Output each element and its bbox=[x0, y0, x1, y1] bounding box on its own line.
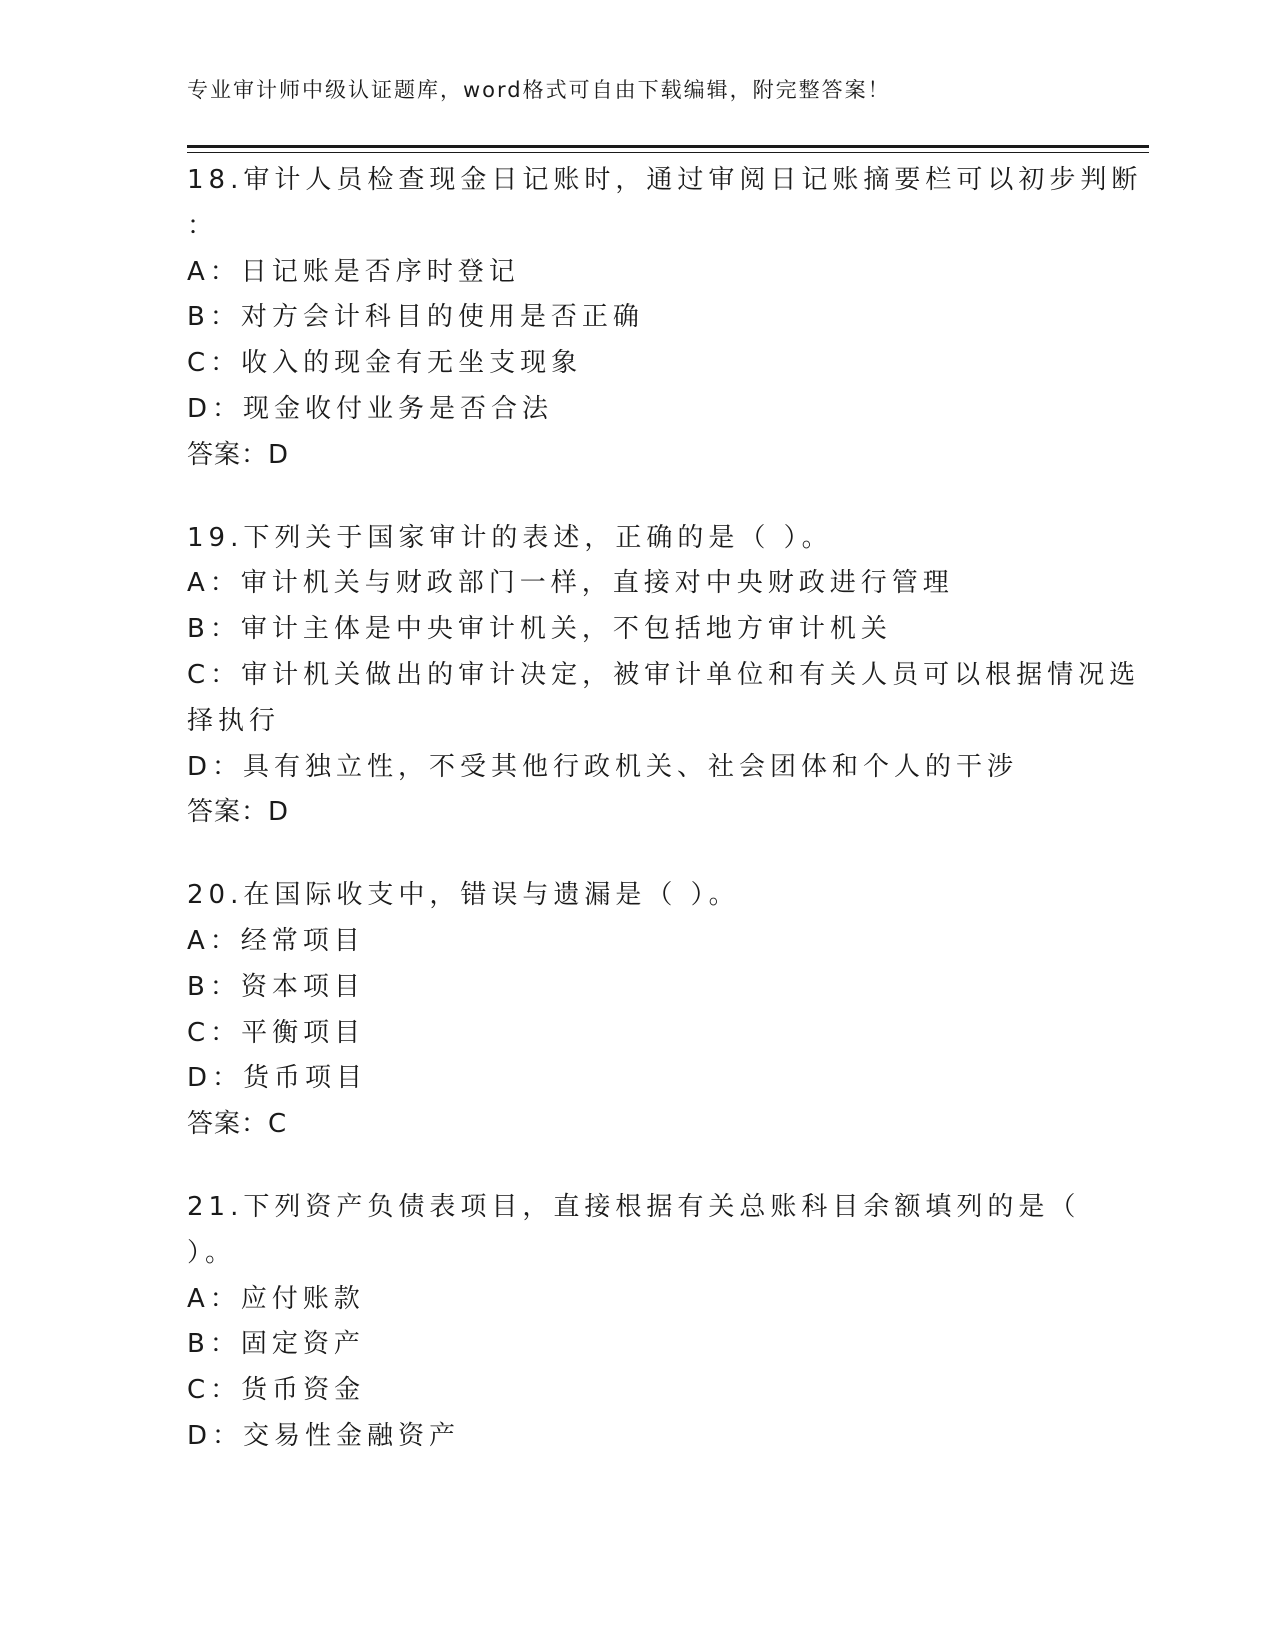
question-list bbox=[187, 158, 1143, 1497]
option-d: D：现金收付业务是否合法 bbox=[187, 393, 554, 424]
question-stem: 19.下列关于国家审计的表述，正确的是（ ）。 bbox=[187, 522, 833, 553]
question-stem-continued: ： bbox=[187, 210, 219, 241]
option-a: A：应付账款 bbox=[187, 1283, 365, 1314]
header-rule-thick bbox=[187, 145, 1149, 148]
option-b: B：资本项目 bbox=[187, 971, 365, 1002]
answer: 答案：D bbox=[187, 439, 290, 470]
option-d: D：交易性金融资产 bbox=[187, 1420, 461, 1451]
question-19 bbox=[187, 516, 1141, 837]
option-c-continued: 择执行 bbox=[187, 705, 281, 736]
question-stem: 20.在国际收支中，错误与遗漏是（ ）。 bbox=[187, 880, 740, 911]
answer: 答案：D bbox=[187, 797, 290, 828]
option-a: A：经常项目 bbox=[187, 925, 365, 956]
option-a: A：日记账是否序时登记 bbox=[187, 256, 520, 287]
question-20 bbox=[187, 873, 1087, 1148]
option-d: D：具有独立性，不受其他行政机关、社会团体和个人的干涉 bbox=[187, 751, 1019, 782]
question-stem: 21.下列资产负债表项目，直接根据有关总账科目余额填列的是（ bbox=[187, 1191, 1081, 1222]
option-a: A：审计机关与财政部门一样，直接对中央财政进行管理 bbox=[187, 568, 954, 599]
document-header: 专业审计师中级认证题库，word格式可自由下载编辑，附完整答案！ bbox=[187, 78, 891, 102]
option-d: D：货币项目 bbox=[187, 1063, 368, 1094]
question-stem-continued: ）。 bbox=[187, 1237, 237, 1268]
question-stem: 18.审计人员检查现金日记账时，通过审阅日记账摘要栏可以初步判断 bbox=[187, 165, 1143, 195]
option-c: C：货币资金 bbox=[187, 1375, 366, 1406]
question-21 bbox=[187, 1185, 1087, 1460]
option-b: B：固定资产 bbox=[187, 1329, 365, 1360]
option-b: B：对方会计科目的使用是否正确 bbox=[187, 302, 644, 333]
question-18 bbox=[187, 158, 1143, 479]
option-b: B：审计主体是中央审计机关，不包括地方审计机关 bbox=[187, 614, 892, 645]
option-c: C：平衡项目 bbox=[187, 1017, 366, 1048]
answer: 答案：C bbox=[187, 1109, 288, 1140]
header-rule-thin bbox=[187, 152, 1149, 153]
option-c: C：收入的现金有无坐支现象 bbox=[187, 348, 583, 379]
option-c: C：审计机关做出的审计决定，被审计单位和有关人员可以根据情况选 bbox=[187, 659, 1141, 690]
